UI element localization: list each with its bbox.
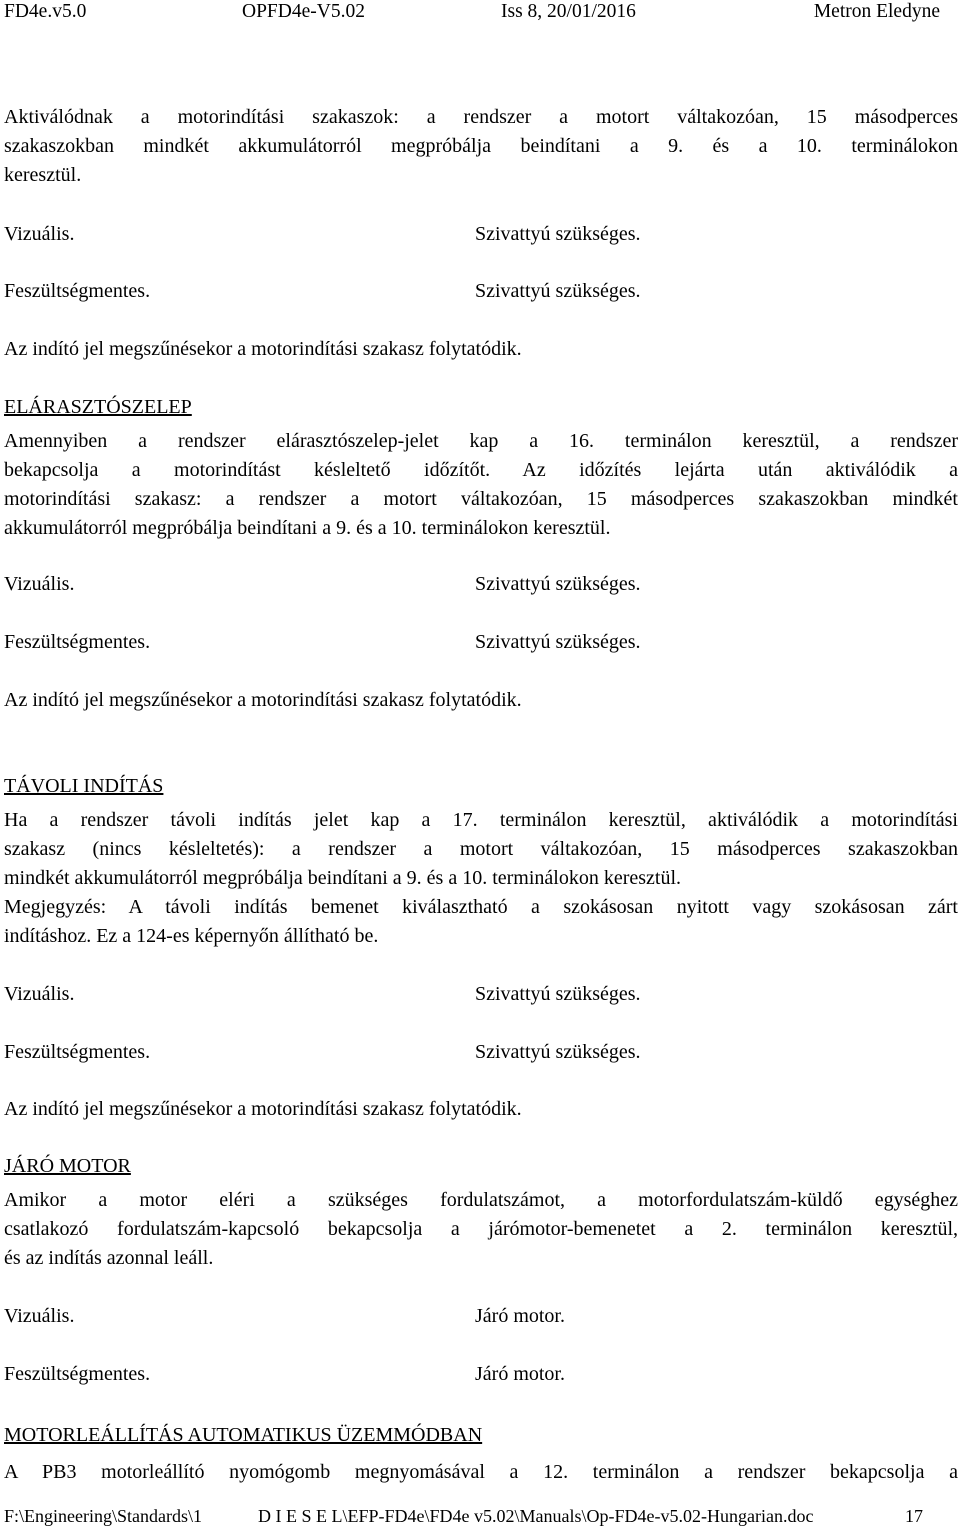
text-line: Megjegyzés: A távoli indítás bemenet kiválasztható a szokásosan nyitott vagy szokásosan zárt: [4, 896, 958, 918]
section-heading-remote-start: TÁVOLI INDÍTÁS: [4, 775, 164, 797]
row-value-visual: Szivattyú szükséges.: [475, 573, 641, 595]
text-line: Ha a rendszer távoli indítás jelet kap a 17. terminálon keresztül, aktiválódik a motorindítási: [4, 809, 958, 831]
text-line: csatlakozó fordulatszám-kapcsoló bekapcsolja a járómotor-bemenetet a 2. terminálon keresztül,: [4, 1218, 958, 1240]
section5-paragraph: [4, 1458, 958, 1487]
section2-paragraph: [4, 427, 958, 543]
section-heading-deluge-valve: ELÁRASZTÓSZELEP: [4, 396, 192, 418]
text-line: szakasz (nincs késleltetés): a rendszer a motort váltakozóan, 15 másodperces szakaszokban: [4, 838, 958, 860]
footer-path-part1: F:\Engineering\Standards\1: [4, 1506, 202, 1526]
footer-path-part2: D I E S E L\EFP-FD4e\FD4e v5.02\Manuals\Op-FD4e-v5.02-Hungarian.doc: [258, 1506, 814, 1526]
text-line: mindkét akkumulátorról megpróbálja beindítani a 9. és a 10. terminálokon keresztül.: [4, 867, 682, 889]
row-label-voltage-free: Feszültségmentes.: [4, 1363, 151, 1385]
text-line: bekapcsolja a motorindítást késleltető időzítőt. Az időzítés lejárta után aktiválódik a: [4, 459, 958, 481]
header-version: FD4e.v5.0: [4, 1, 87, 22]
text-line: Aktiválódnak a motorindítási szakaszok: a rendszer a motort váltakozóan, 15 másodperces: [4, 106, 958, 128]
text-line: keresztül.: [4, 164, 82, 186]
header-issue: Iss 8, 20/01/2016: [501, 1, 636, 22]
note-text: Az indító jel megszűnésekor a motorindítási szakasz folytatódik.: [4, 338, 522, 360]
row-value-voltage-free: Járó motor.: [475, 1363, 565, 1385]
section-heading-running-engine: JÁRÓ MOTOR: [4, 1155, 131, 1177]
text-line: indításhoz. Ez a 124-es képernyőn állítható be.: [4, 925, 379, 947]
section1-paragraph: [4, 103, 958, 190]
note-text: Az indító jel megszűnésekor a motorindítási szakasz folytatódik.: [4, 1098, 522, 1120]
section4-paragraph: [4, 1186, 958, 1273]
row-value-voltage-free: Szivattyú szükséges.: [475, 280, 641, 302]
text-line: akkumulátorról megpróbálja beindítani a 9. és a 10. terminálokon keresztül.: [4, 517, 611, 539]
header-doc-id: OPFD4e-V5.02: [242, 1, 365, 22]
row-label-visual: Vizuális.: [4, 983, 75, 1005]
text-line: és az indítás azonnal leáll.: [4, 1247, 214, 1269]
page-header: [4, 1, 940, 25]
row-value-visual: Szivattyú szükséges.: [475, 223, 641, 245]
row-value-visual: Szivattyú szükséges.: [475, 983, 641, 1005]
row-label-voltage-free: Feszültségmentes.: [4, 1041, 151, 1063]
section-heading-engine-stop-auto: MOTORLEÁLLÍTÁS AUTOMATIKUS ÜZEMMÓDBAN: [4, 1424, 483, 1446]
header-company: Metron Eledyne: [813, 1, 940, 22]
row-label-voltage-free: Feszültségmentes.: [4, 631, 151, 653]
row-value-visual: Járó motor.: [475, 1305, 565, 1327]
row-label-visual: Vizuális.: [4, 573, 75, 595]
row-value-voltage-free: Szivattyú szükséges.: [475, 1041, 641, 1063]
note-text: Az indító jel megszűnésekor a motorindítási szakasz folytatódik.: [4, 689, 522, 711]
text-line: motorindítási szakasz: a rendszer a motort váltakozóan, 15 másodperces szakaszokban mindkét: [4, 488, 958, 510]
row-label-visual: Vizuális.: [4, 1305, 75, 1327]
text-line: Amikor a motor eléri a szükséges fordulatszámot, a motorfordulatszám-küldő egységhez: [4, 1189, 958, 1211]
footer-page-number: 17: [905, 1506, 923, 1526]
text-line: A PB3 motorleállító nyomógomb megnyomásával a 12. terminálon a rendszer bekapcsolja a: [4, 1461, 958, 1483]
row-value-voltage-free: Szivattyú szükséges.: [475, 631, 641, 653]
row-label-voltage-free: Feszültségmentes.: [4, 280, 151, 302]
text-line: Amennyiben a rendszer elárasztószelep-jelet kap a 16. terminálon keresztül, a rendszer: [4, 430, 958, 452]
text-line: szakaszokban mindkét akkumulátorról megpróbálja beindítani a 9. és a 10. terminálokon: [4, 135, 958, 157]
section3-paragraph: [4, 806, 958, 951]
row-label-visual: Vizuális.: [4, 223, 75, 245]
